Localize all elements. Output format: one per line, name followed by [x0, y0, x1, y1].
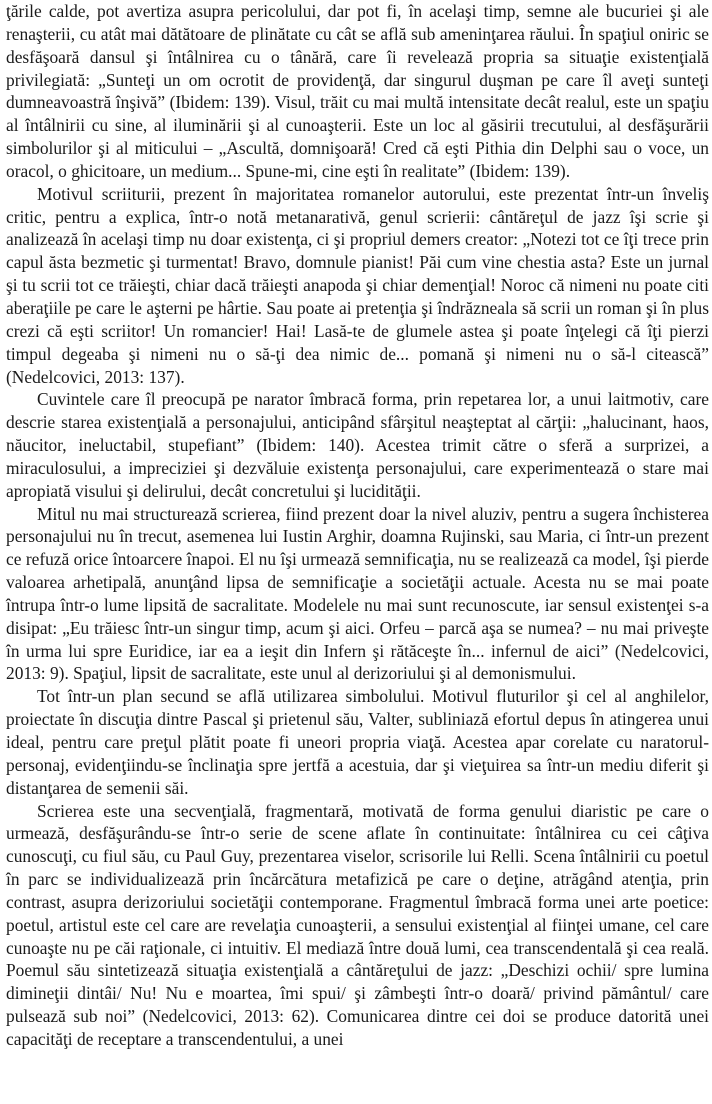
paragraph-6: Scrierea este una secvenţială, fragmentară, motivată de forma genului diaristic pe care o urmează, desfăşurându-se într-o serie de scene aflate în continuitate: întâlnirea cu cei câţiva cunoscuţi, cu fiul său, cu Paul Guy, prezentarea viselor, scrisorile lui Relli. Scena întâlnirii cu poetul în parc se individualizează prin încărcătura metafizică pe care o deţine, atrăgând atenţia, prin contrast, asupra derizoriului societăţii contemporane. Fragmentul îmbracă forma unei arte poetice: poetul, artistul este cel care are revelaţia cunoaşterii, a sensului existenţial al fiinţei umane, cel care cunoaşte nu pe căi raţionale, ci intuitiv. El mediază între două lumi, cea transcendentală şi cea reală. Poemul său sintetizează situaţia existenţială a cântăreţului de jazz: „Deschizi ochii/ spre lumina dimineţii dintâi/ Nu! Nu e moartea, îmi spui/ şi zâmbeşti într-o doară/ privind pământul/ care pulsează sub noi” (Nedelcovici, 2013: 62). Comunicarea dintre cei doi se produce datorită unei capacităţi de receptare a transcendentului, a unei [6, 800, 709, 1049]
paragraph-5: Tot într-un plan secund se află utilizarea simbolului. Motivul fluturilor şi cel al anghilelor, proiectate în discuţia dintre Pascal şi prietenul său, Valter, subliniază efortul depus în atingerea unui ideal, pentru care preţul plătit poate fi uneori propria viaţă. Acestea apar corelate cu naratorul-personaj, evidenţiindu-se înclinaţia spre jertfă a acestuia, dar şi vieţuirea sa într-un mediu diferit şi distanţarea de semenii săi. [6, 686, 709, 798]
paragraph-2: Motivul scriiturii, prezent în majoritatea romanelor autorului, este prezentat într-un înveliş critic, pentru a explica, într-o notă metanarativă, genul scrierii: cântăreţul de jazz îşi scrie şi analizează în acelaşi timp nu doar existenţa, ci şi propriul demers creator: „Notezi tot ce îţi trece prin capul ăsta bezmetic şi turmentat! Bravo, domnule pianist! Păi cum vine chestia asta? Este un jurnal şi tu scrii tot ce trăieşti, chiar dacă trăieşti anapoda şi chiar demenţial! Noroc că nimeni nu poate citi aberaţiile pe care le aşterni pe hârtie. Sau poate ai pretenţia şi îndrăzneala să scrii un roman şi în plus crezi că eşti scriitor! Un romancier! Hai! Lasă-te de glumele astea şi poate înţelegi că îţi pierzi timpul degeaba şi nimeni nu o să-ţi dea nimic de... pomană şi nimeni nu o să-l citească” (Nedelcovici, 2013: 137). [6, 183, 709, 387]
document-page [6, 0, 709, 1051]
paragraph-3: Cuvintele care îl preocupă pe narator îmbracă forma, prin repetarea lor, a unui laitmotiv, care descrie starea existenţială a personajului, anticipând sfârşitul neaşteptat al cărţii: „halucinant, haos, năucitor, ineluctabil, stupefiant” (Ibidem: 140). Acestea trimit către o sferă a surprizei, a miraculosului, a impreciziei şi dezvăluie existenţa personajului, care experimentează o stare mai apropiată visului şi delirului, decât concretului şi lucidităţii. [6, 389, 709, 501]
paragraph-4: Mitul nu mai structurează scrierea, fiind prezent doar la nivel aluziv, pentru a sugera închisterea personajului nu în trecut, asemenea lui Iustin Arghir, doamna Rujinski, sau Maria, ci într-un prezent ce refuză orice întoarcere înapoi. El nu îşi urmează semnificaţia, nu se realizează ca model, îşi pierde valoarea arhetipală, anunţând lipsa de semnificaţie a societăţii actuale. Acesta nu se mai poate întrupa într-o lume lipsită de sacralitate. Modelele nu mai sunt recunoscute, iar sensul existenţei s-a disipat: „Eu trăiesc într-un singur timp, acum şi aici. Orfeu – parcă aşa se numea? – nu mai priveşte în urma lui spre Euridice, iar ea a ieşit din Infern şi rătăceşte în... infernul de aici” (Nedelcovici, 2013: 9). Spaţiul, lipsit de sacralitate, este unul al derizoriului şi al demonismului. [6, 503, 709, 684]
paragraph-1: ţările calde, pot avertiza asupra pericolului, dar pot fi, în acelaşi timp, semne ale bucuriei şi ale renaşterii, cu atât mai dătătoare de plinătate cu cât se află sub ameninţarea răului. În spaţiul oniric se desfăşoară dansul şi întâlnirea cu o tânără, care îi revelează propria sa situaţie existenţială privilegiată: „Sunteţi un om ocrotit de providenţă, dar singurul duşman pe care îl aveţi sunteţi dumneavoastră înşivă” (Ibidem: 139). Visul, trăit cu mai multă intensitate decât realul, este un spaţiu al întâlnirii cu sine, al iluminării şi al cunoaşterii. Este un loc al găsirii trecutului, al desfăşurării simbolurilor şi al miticului – „Ascultă, domnişoară! Cred că eşti Pithia din Delphi sau o voce, un oracol, o ghicitoare, un medium... Spune-mi, cine eşti în realitate” (Ibidem: 139). [6, 1, 709, 181]
